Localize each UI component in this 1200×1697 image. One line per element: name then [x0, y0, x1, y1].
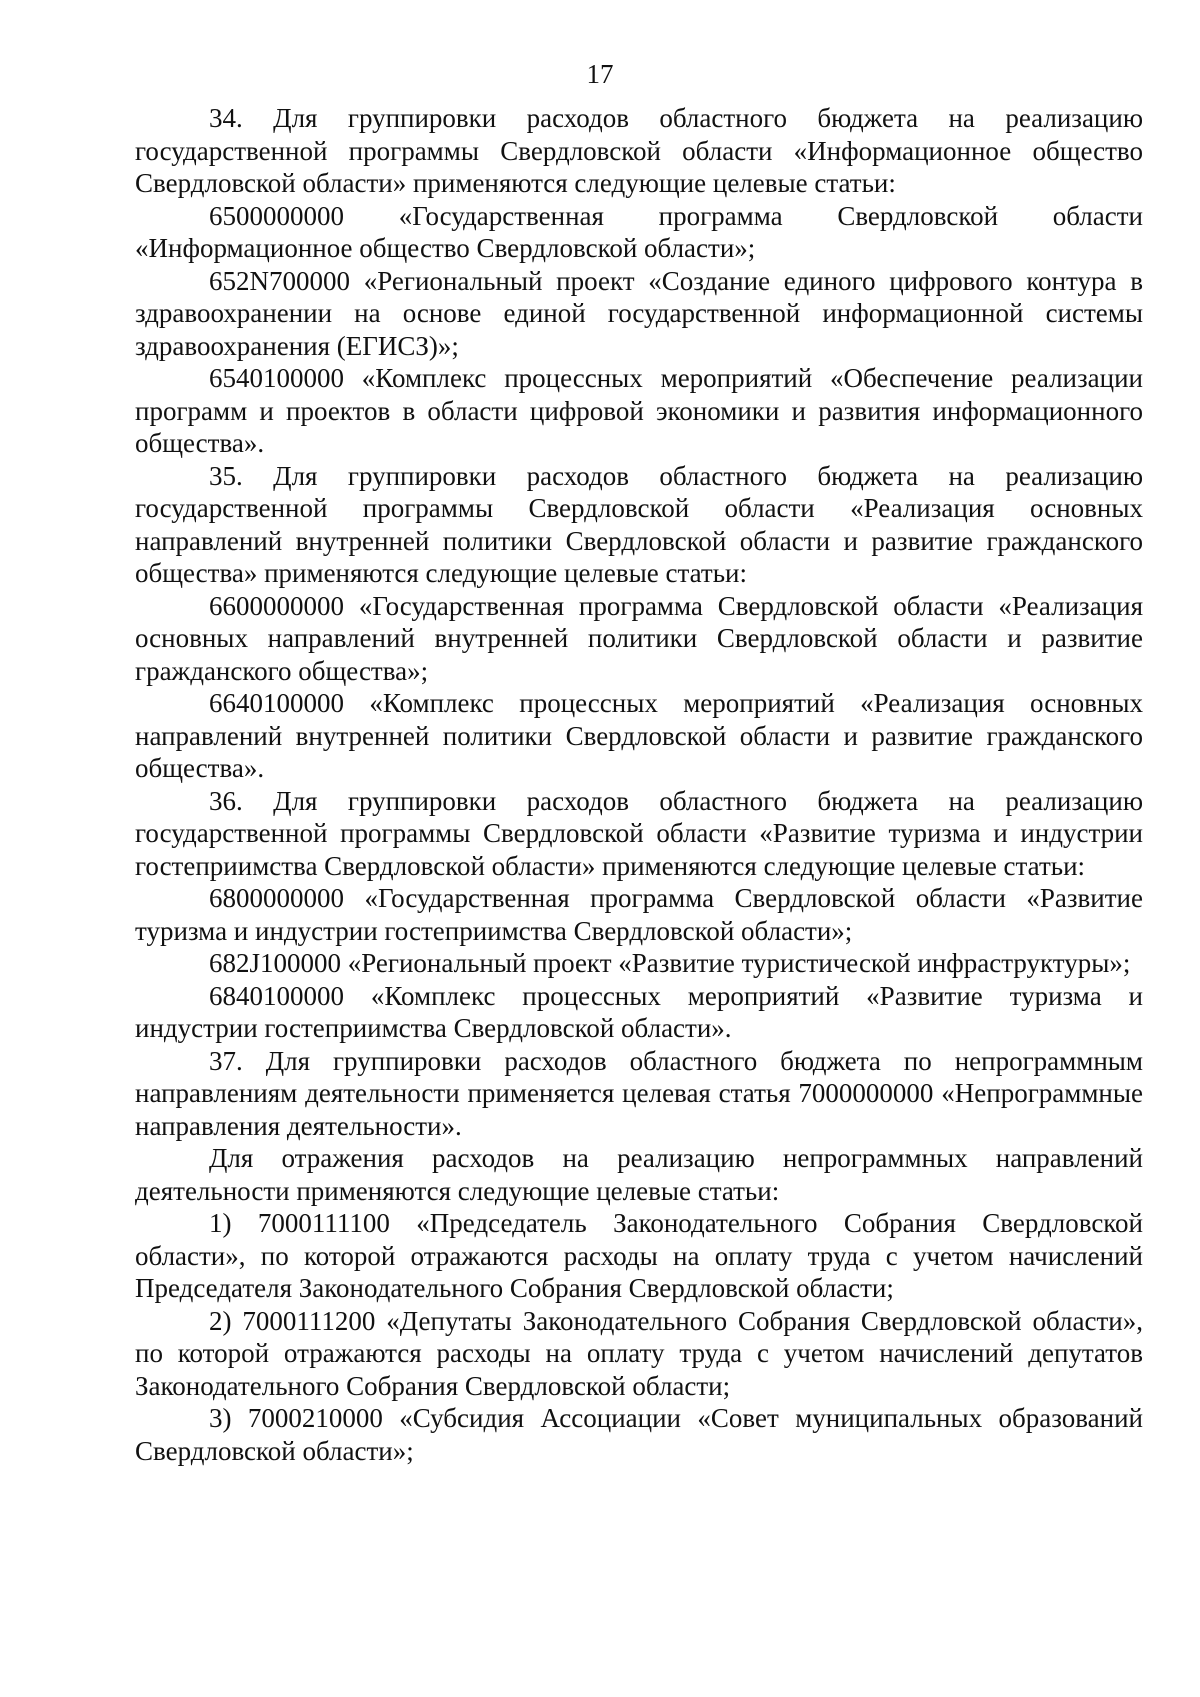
list-item-1: 1) 7000111100 «Председатель Законодательного Собрания Свердловской области», по которой отражаются расходы на оплату труда с учетом начислений Председателя Законодательного Собрания Свердловской области;: [135, 1208, 1143, 1303]
paragraph-34-intro: 34. Для группировки расходов областного бюджета на реализацию государственной программы Свердловской области «Информационное общество Свердловской области» применяются следующие целевые статьи:: [135, 103, 1143, 198]
target-article-6600000000: 6600000000 «Государственная программа Свердловской области «Реализация основных направлений внутренней политики Свердловской области и развитие гражданского общества»;: [135, 590, 1143, 686]
target-article-6840100000: 6840100000 «Комплекс процессных мероприятий «Развитие туризма и индустрии гостеприимства Свердловской области».: [135, 980, 1143, 1043]
non-program-intro: Для отражения расходов на реализацию непрограммных направлений деятельности применяются следующие целевые статьи:: [135, 1143, 1143, 1206]
document-body: [135, 102, 1143, 1467]
target-article-6500000000: 6500000000 «Государственная программа Свердловской области «Информационное общество Свердловской области»;: [135, 200, 1143, 263]
target-article-652N700000: 652N700000 «Региональный проект «Создание единого цифрового контура в здравоохранении на основе единой государственной информационной системы здравоохранения (ЕГИСЗ)»;: [135, 265, 1143, 361]
target-article-6800000000: 6800000000 «Государственная программа Свердловской области «Развитие туризма и индустрии гостеприимства Свердловской области»;: [135, 883, 1143, 946]
paragraph-37-intro: 37. Для группировки расходов областного бюджета по непрограммным направлениям деятельности применяется целевая статья 7000000000 «Непрограммные направления деятельности».: [135, 1045, 1143, 1141]
target-article-6640100000: 6640100000 «Комплекс процессных мероприятий «Реализация основных направлений внутренней политики Свердловской области и развитие гражданского общества».: [135, 688, 1143, 783]
target-article-6540100000: 6540100000 «Комплекс процессных мероприятий «Обеспечение реализации программ и проектов в области цифровой экономики и развития информационного общества».: [135, 363, 1143, 458]
list-item-3: 3) 7000210000 «Субсидия Ассоциации «Совет муниципальных образований Свердловской области»;: [135, 1403, 1143, 1466]
list-item-2: 2) 7000111200 «Депутаты Законодательного Собрания Свердловской области», по которой отражаются расходы на оплату труда с учетом начислений депутатов Законодательного Собрания Свердловской области;: [135, 1305, 1143, 1401]
page-number: 17: [586, 59, 614, 89]
paragraph-35-intro: 35. Для группировки расходов областного бюджета на реализацию государственной программы Свердловской области «Реализация основных направлений внутренней политики Свердловской области и развитие гражданского общества» применяются следующие целевые статьи:: [135, 460, 1143, 588]
target-article-682J100000: 682J100000 «Региональный проект «Развитие туристической инфраструктуры»;: [209, 948, 1131, 978]
paragraph-36-intro: 36. Для группировки расходов областного бюджета на реализацию государственной программы Свердловской области «Развитие туризма и индустрии гостеприимства Свердловской области» применяются следующие целевые статьи:: [135, 785, 1143, 881]
